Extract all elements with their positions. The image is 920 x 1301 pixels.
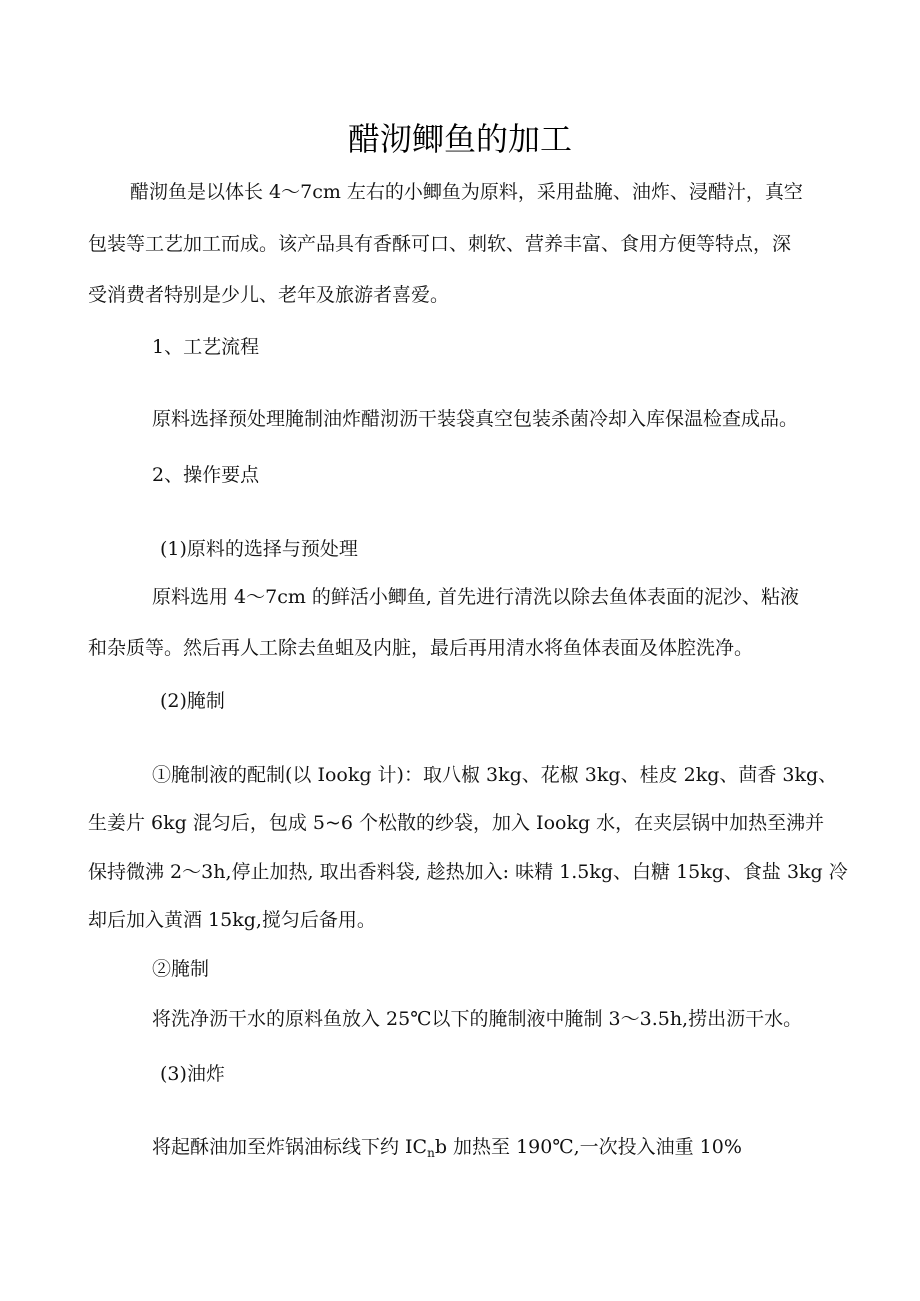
frying-text-rest: b 加热至 190℃,一次投入油重 10% — [434, 1136, 742, 1158]
subsection-3-heading: (3)油炸 — [160, 1063, 225, 1085]
intro-line-2: 包装等工艺加工而成。该产品具有香酥可口、刺软、营养丰富、食用方便等特点，深 — [88, 233, 792, 255]
raw-material-line-2: 和杂质等。然后再人工除去鱼蛆及内脏，最后再用清水将鱼体表面及体腔洗净。 — [88, 637, 754, 659]
section-2-heading: 2、操作要点 — [152, 464, 260, 486]
brine-line-3: 保持微沸 2～3h,停止加热, 取出香料袋, 趁热加入: 味精 1.5kg、白糖 15kg、食盐 3kg 冷 — [88, 861, 848, 883]
document-title: 醋沏鲫鱼的加工 — [347, 120, 572, 158]
pickle-text: 将洗净沥干水的原料鱼放入 25℃以下的腌制液中腌制 3～3.5h,捞出沥干水。 — [152, 1008, 803, 1030]
pickle-heading: ②腌制 — [152, 958, 210, 980]
section-1-heading: 1、工艺流程 — [152, 336, 260, 358]
raw-material-line-1: 原料选用 4～7cm 的鲜活小鲫鱼, 首先进行清洗以除去鱼体表面的泥沙、粘液 — [152, 586, 799, 608]
frying-text-main: 将起酥油加至炸锅油标线下约 IC — [152, 1136, 428, 1158]
brine-line-4: 却后加入黄酒 15kg,搅匀后备用。 — [88, 909, 376, 931]
process-flow-text: 原料选择预处理腌制油炸醋沏沥干装袋真空包装杀菌冷却入库保温检查成品。 — [152, 408, 799, 430]
frying-text — [152, 1135, 742, 1165]
brine-line-2: 生姜片 6kg 混匀后，包成 5~6 个松散的纱袋，加入 Iookg 水，在夹层锅中加热至沸并 — [88, 812, 825, 834]
brine-line-1: ①腌制液的配制(以 Iookg 计)：取八椒 3kg、花椒 3kg、桂皮 2kg、茴香 3kg、 — [152, 764, 838, 786]
subsection-2-heading: (2)腌制 — [160, 690, 225, 712]
frying-text-subscript: n — [427, 1146, 435, 1160]
intro-line-3: 受消费者特别是少儿、老年及旅游者喜爱。 — [88, 284, 450, 306]
subsection-1-heading: (1)原料的选择与预处理 — [160, 538, 358, 560]
intro-line-1: 醋沏鱼是以体长 4～7cm 左右的小鲫鱼为原料，采用盐腌、油炸、浸醋汁，真空 — [130, 181, 803, 203]
